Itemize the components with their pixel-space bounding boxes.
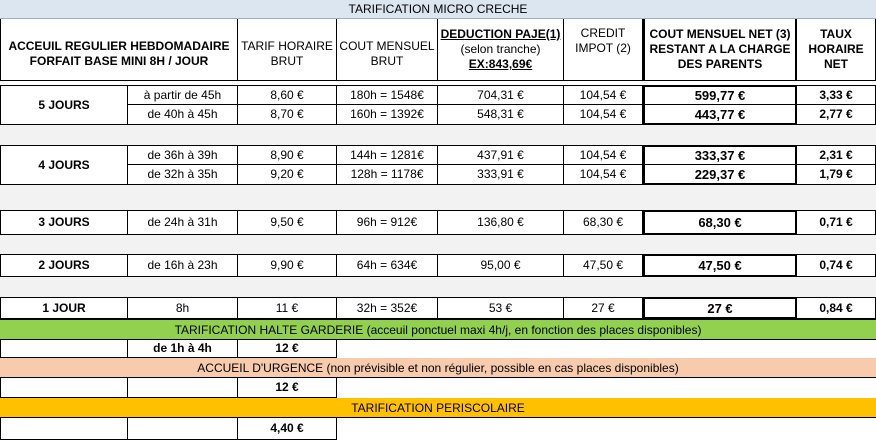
cout-text: 144h = 1281€ [350,147,424,162]
cout-cell [337,105,438,125]
header-accueil-line1: ACCEUIL REGULIER HEBDOMADAIRE [8,38,230,53]
tarif-text: 8,60 € [270,87,304,102]
header-paje-line3: EX:843,69€ [468,57,533,71]
net-cell [643,105,797,125]
paje-cell [438,254,564,277]
credit-cell [564,105,643,125]
periscolaire-band [0,398,876,418]
tarif-text: 8,90 € [270,147,304,162]
spacer-row [0,185,876,210]
taux-text: 1,79 € [819,167,853,181]
header-net-line2: RESTANT A LA CHARGE [649,42,791,56]
tarif-cell [238,165,337,185]
paje-text: 437,91 € [477,147,524,162]
halte-range-text: de 1h à 4h [153,341,212,355]
group-label [0,145,128,185]
tarif-cell [238,105,337,125]
group-label [0,210,128,235]
periscolaire-tarif-cell [238,418,337,440]
header-net-line3: DES PARENTS [677,57,763,71]
taux-cell [797,254,876,277]
spacer-row [0,277,876,297]
taux-text: 0,74 € [819,258,853,272]
taux-cell [797,85,876,105]
urgence-band [0,358,876,378]
range-cell [128,254,238,277]
cout-cell [337,145,438,165]
range-cell [128,145,238,165]
halte-range-cell [128,340,238,358]
group-label-text: 5 JOURS [38,97,90,112]
cout-cell [337,297,438,319]
halte-title: TARIFICATION HALTE GARDERIE (acceuil ponctuel maxi 4h/j, en fonction des places disponibles) [174,322,702,337]
header-taux-line1: TAUX [820,27,852,41]
net-cell [643,145,797,165]
header-taux-line2: HORAIRE [808,42,864,56]
taux-cell [797,145,876,165]
cout-text: 128h = 1178€ [350,167,424,181]
credit-text: 47,50 € [582,258,624,272]
cout-text: 32h = 352€ [356,300,418,315]
header-paje-line2: (selon tranche) [460,42,541,56]
net-text: 27 € [707,300,733,316]
header-col-net [643,19,797,81]
header-credit-line2: IMPOT (2) [575,40,631,55]
cout-cell [337,85,438,105]
range-text: de 16h à 23h [147,258,218,272]
range-cell [128,297,238,319]
tarif-cell [238,297,337,319]
credit-text: 104,54 € [579,167,627,181]
header-cout-line1: COUT MENSUEL [339,38,435,53]
range-cell [128,165,238,185]
range-text: 8h [175,300,190,315]
header-col-taux [797,19,876,81]
periscolaire-empty-cell [0,418,128,440]
tarif-text: 11 € [275,300,299,315]
range-text: de 32h à 35h [147,167,218,181]
group-label-text: 1 JOUR [42,300,86,315]
group-label [0,297,128,319]
range-text: de 36h à 39h [147,147,218,162]
paje-text: 548,31 € [477,107,524,121]
group-label [0,85,128,125]
group-label-text: 2 JOURS [38,258,90,272]
header-net-line1: COUT MENSUEL NET (3) [649,27,791,41]
paje-cell [438,297,564,319]
taux-text: 2,77 € [819,107,853,121]
taux-text: 0,84 € [819,300,853,315]
range-cell [128,85,238,105]
header-col-paje [438,19,564,81]
group-label-text: 4 JOURS [38,157,90,172]
range-text: de 24h à 31h [147,215,218,229]
spacer-row [0,125,876,145]
net-text: 599,77 € [694,88,746,103]
cout-cell [337,165,438,185]
tarif-cell [238,254,337,277]
header-taux-line3: NET [824,57,848,71]
net-text: 47,50 € [698,258,742,273]
taux-text: 0,71 € [819,215,853,229]
urgence-tarif-cell [238,378,337,398]
credit-text: 27 € [591,300,615,315]
taux-cell [797,297,876,319]
range-text: à partir de 45h [143,87,222,102]
tarif-text: 9,90 € [270,258,304,272]
range-text: de 40h à 45h [147,107,218,121]
credit-cell [564,254,643,277]
tarif-cell [238,145,337,165]
taux-cell [797,165,876,185]
net-text: 68,30 € [698,215,742,230]
paje-cell [438,210,564,235]
periscolaire-empty-cell-2 [128,418,238,440]
header-col-credit [564,19,643,81]
paje-cell [438,85,564,105]
net-text: 229,37 € [694,166,746,182]
net-text: 443,77 € [694,106,746,122]
cout-text: 96h = 912€ [356,215,418,229]
credit-text: 104,54 € [579,147,627,162]
spacer-row [0,235,876,254]
paje-text: 53 € [488,300,513,315]
credit-text: 104,54 € [579,107,627,121]
periscolaire-tarif-text: 4,40 € [270,421,304,435]
taux-cell [797,210,876,235]
cout-cell [337,210,438,235]
halte-tarif-text: 12 € [275,341,299,355]
taux-text: 3,33 € [819,87,853,102]
tarif-text: 9,20 € [270,167,304,181]
net-cell [643,165,797,185]
halte-empty-cell [0,340,128,358]
range-cell [128,105,238,125]
header-paje-line1: DEDUCTION PAJE(1) [440,27,561,41]
halte-tarif-cell [238,340,337,358]
group-label [0,254,128,277]
header-tarif-line2: BRUT [270,53,304,68]
paje-text: 136,80 € [477,215,524,229]
credit-text: 68,30 € [582,215,624,229]
urgence-empty-cell [0,378,128,398]
header-credit-line1: CREDIT [580,25,626,40]
credit-cell [564,145,643,165]
group-label-text: 3 JOURS [38,215,90,229]
header-col-cout [337,19,438,81]
range-cell [128,210,238,235]
tarif-text: 8,70 € [270,107,304,121]
title-band [0,0,876,19]
paje-cell [438,145,564,165]
cout-text: 160h = 1392€ [350,107,424,121]
taux-cell [797,105,876,125]
paje-text: 95,00 € [480,258,521,272]
urgence-empty-cell-2 [128,378,238,398]
page-title: TARIFICATION MICRO CRECHE [348,2,528,16]
credit-cell [564,165,643,185]
net-cell [643,210,797,235]
cout-text: 64h = 634€ [356,258,418,272]
urgence-title: ACCUEIL D'URGENCE (non prévisible et non régulier, possible en cas places disponibles) [197,360,679,375]
net-text: 333,37 € [694,148,746,163]
net-cell [643,85,797,105]
credit-cell [564,297,643,319]
tarif-text: 9,50 € [270,215,304,229]
paje-cell [438,105,564,125]
credit-cell [564,85,643,105]
tarif-cell [238,210,337,235]
urgence-tarif-text: 12 € [275,380,299,394]
paje-cell [438,165,564,185]
credit-text: 104,54 € [579,87,627,102]
header-col-tarif [238,19,337,81]
header-tarif-line1: TARIF HORAIRE [241,38,333,53]
tarif-cell [238,85,337,105]
periscolaire-title: TARIFICATION PERISCOLAIRE [351,400,525,415]
cout-text: 180h = 1548€ [350,87,424,102]
net-cell [643,254,797,277]
paje-text: 333,91 € [477,167,524,181]
cout-cell [337,254,438,277]
header-accueil-line2: FORFAIT BASE MINI 8H / JOUR [29,53,209,68]
credit-cell [564,210,643,235]
paje-text: 704,31 € [477,87,524,102]
header-col-accueil [0,19,238,81]
net-cell [643,297,797,319]
header-cout-line2: BRUT [370,53,404,68]
halte-band [0,319,876,340]
taux-text: 2,31 € [819,147,853,162]
